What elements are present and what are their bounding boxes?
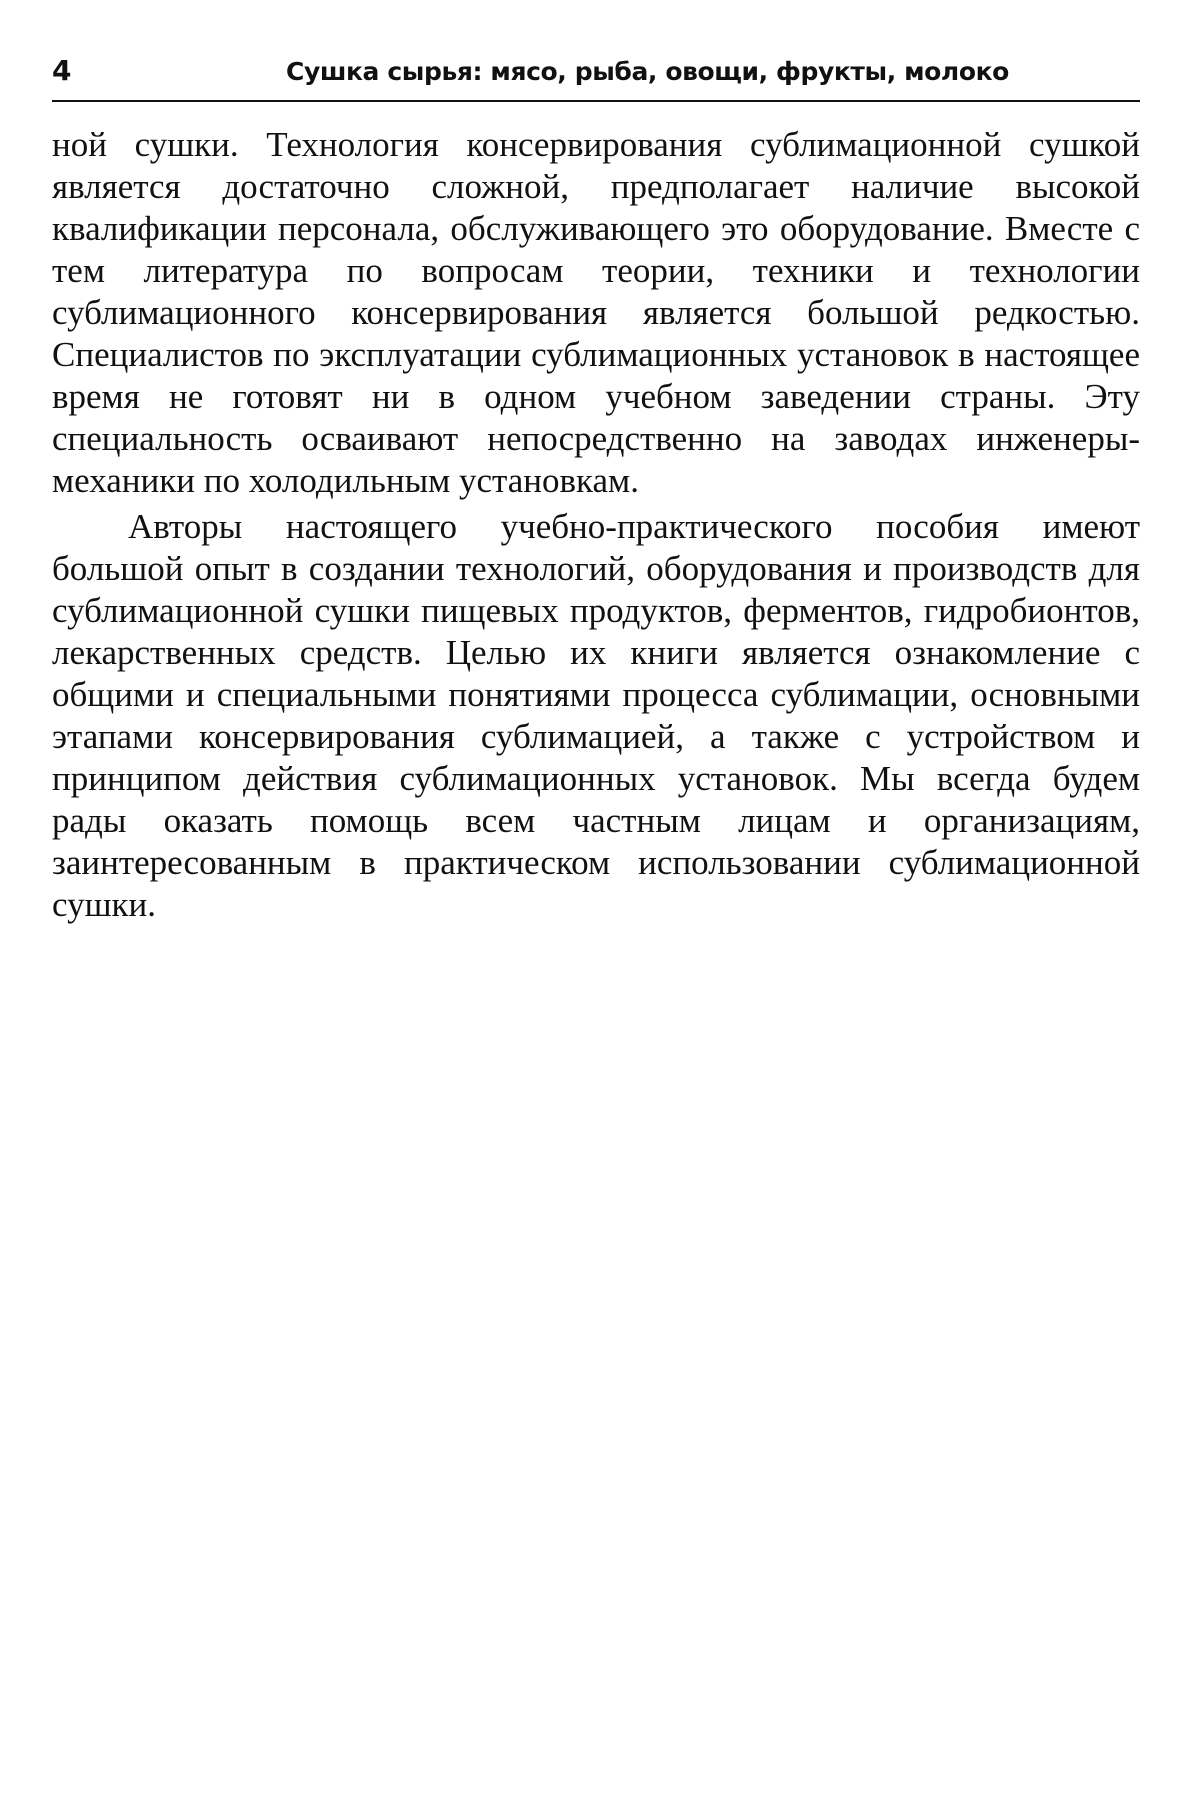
paragraph-authors: Авторы настоящего учебно-практического пособия имеют большой опыт в создании технологий, оборудования и производств для сублимационной сушки пищевых продуктов, ферментов, гидробионтов, лекарственных средств. Целью их книги является ознакомление с общими и специальными понятиями процесса сублимации, основными этапами консервирования сублимацией, а также с устройством и принципом действия сублимационных установок. Мы всегда будем рады оказать помощь всем частным лицам и организациям, заинтересованным в практическом использовании сублимационной сушки.	[52, 507, 1140, 924]
page-number: 4	[52, 54, 72, 87]
body-text	[52, 124, 1140, 926]
running-title: Сушка сырья: мясо, рыба, овощи, фрукты, молоко	[286, 57, 1009, 86]
paragraph-continued: ной сушки. Технология консервирования сублимационной сушкой является достаточно сложной, предполагает наличие высокой квалификации персонала, обслуживающего это оборудование. Вместе с тем литература по вопросам теории, техники и технологии сублимационного консервирования является большой редкостью. Специалистов по эксплуатации сублимационных установок в настоящее время не готовят ни в одном учебном заведении страны. Эту специальность осваивают непосредственно на заводах инженеры-механики по холодильным установкам.	[52, 125, 1140, 500]
running-header	[52, 48, 1140, 102]
